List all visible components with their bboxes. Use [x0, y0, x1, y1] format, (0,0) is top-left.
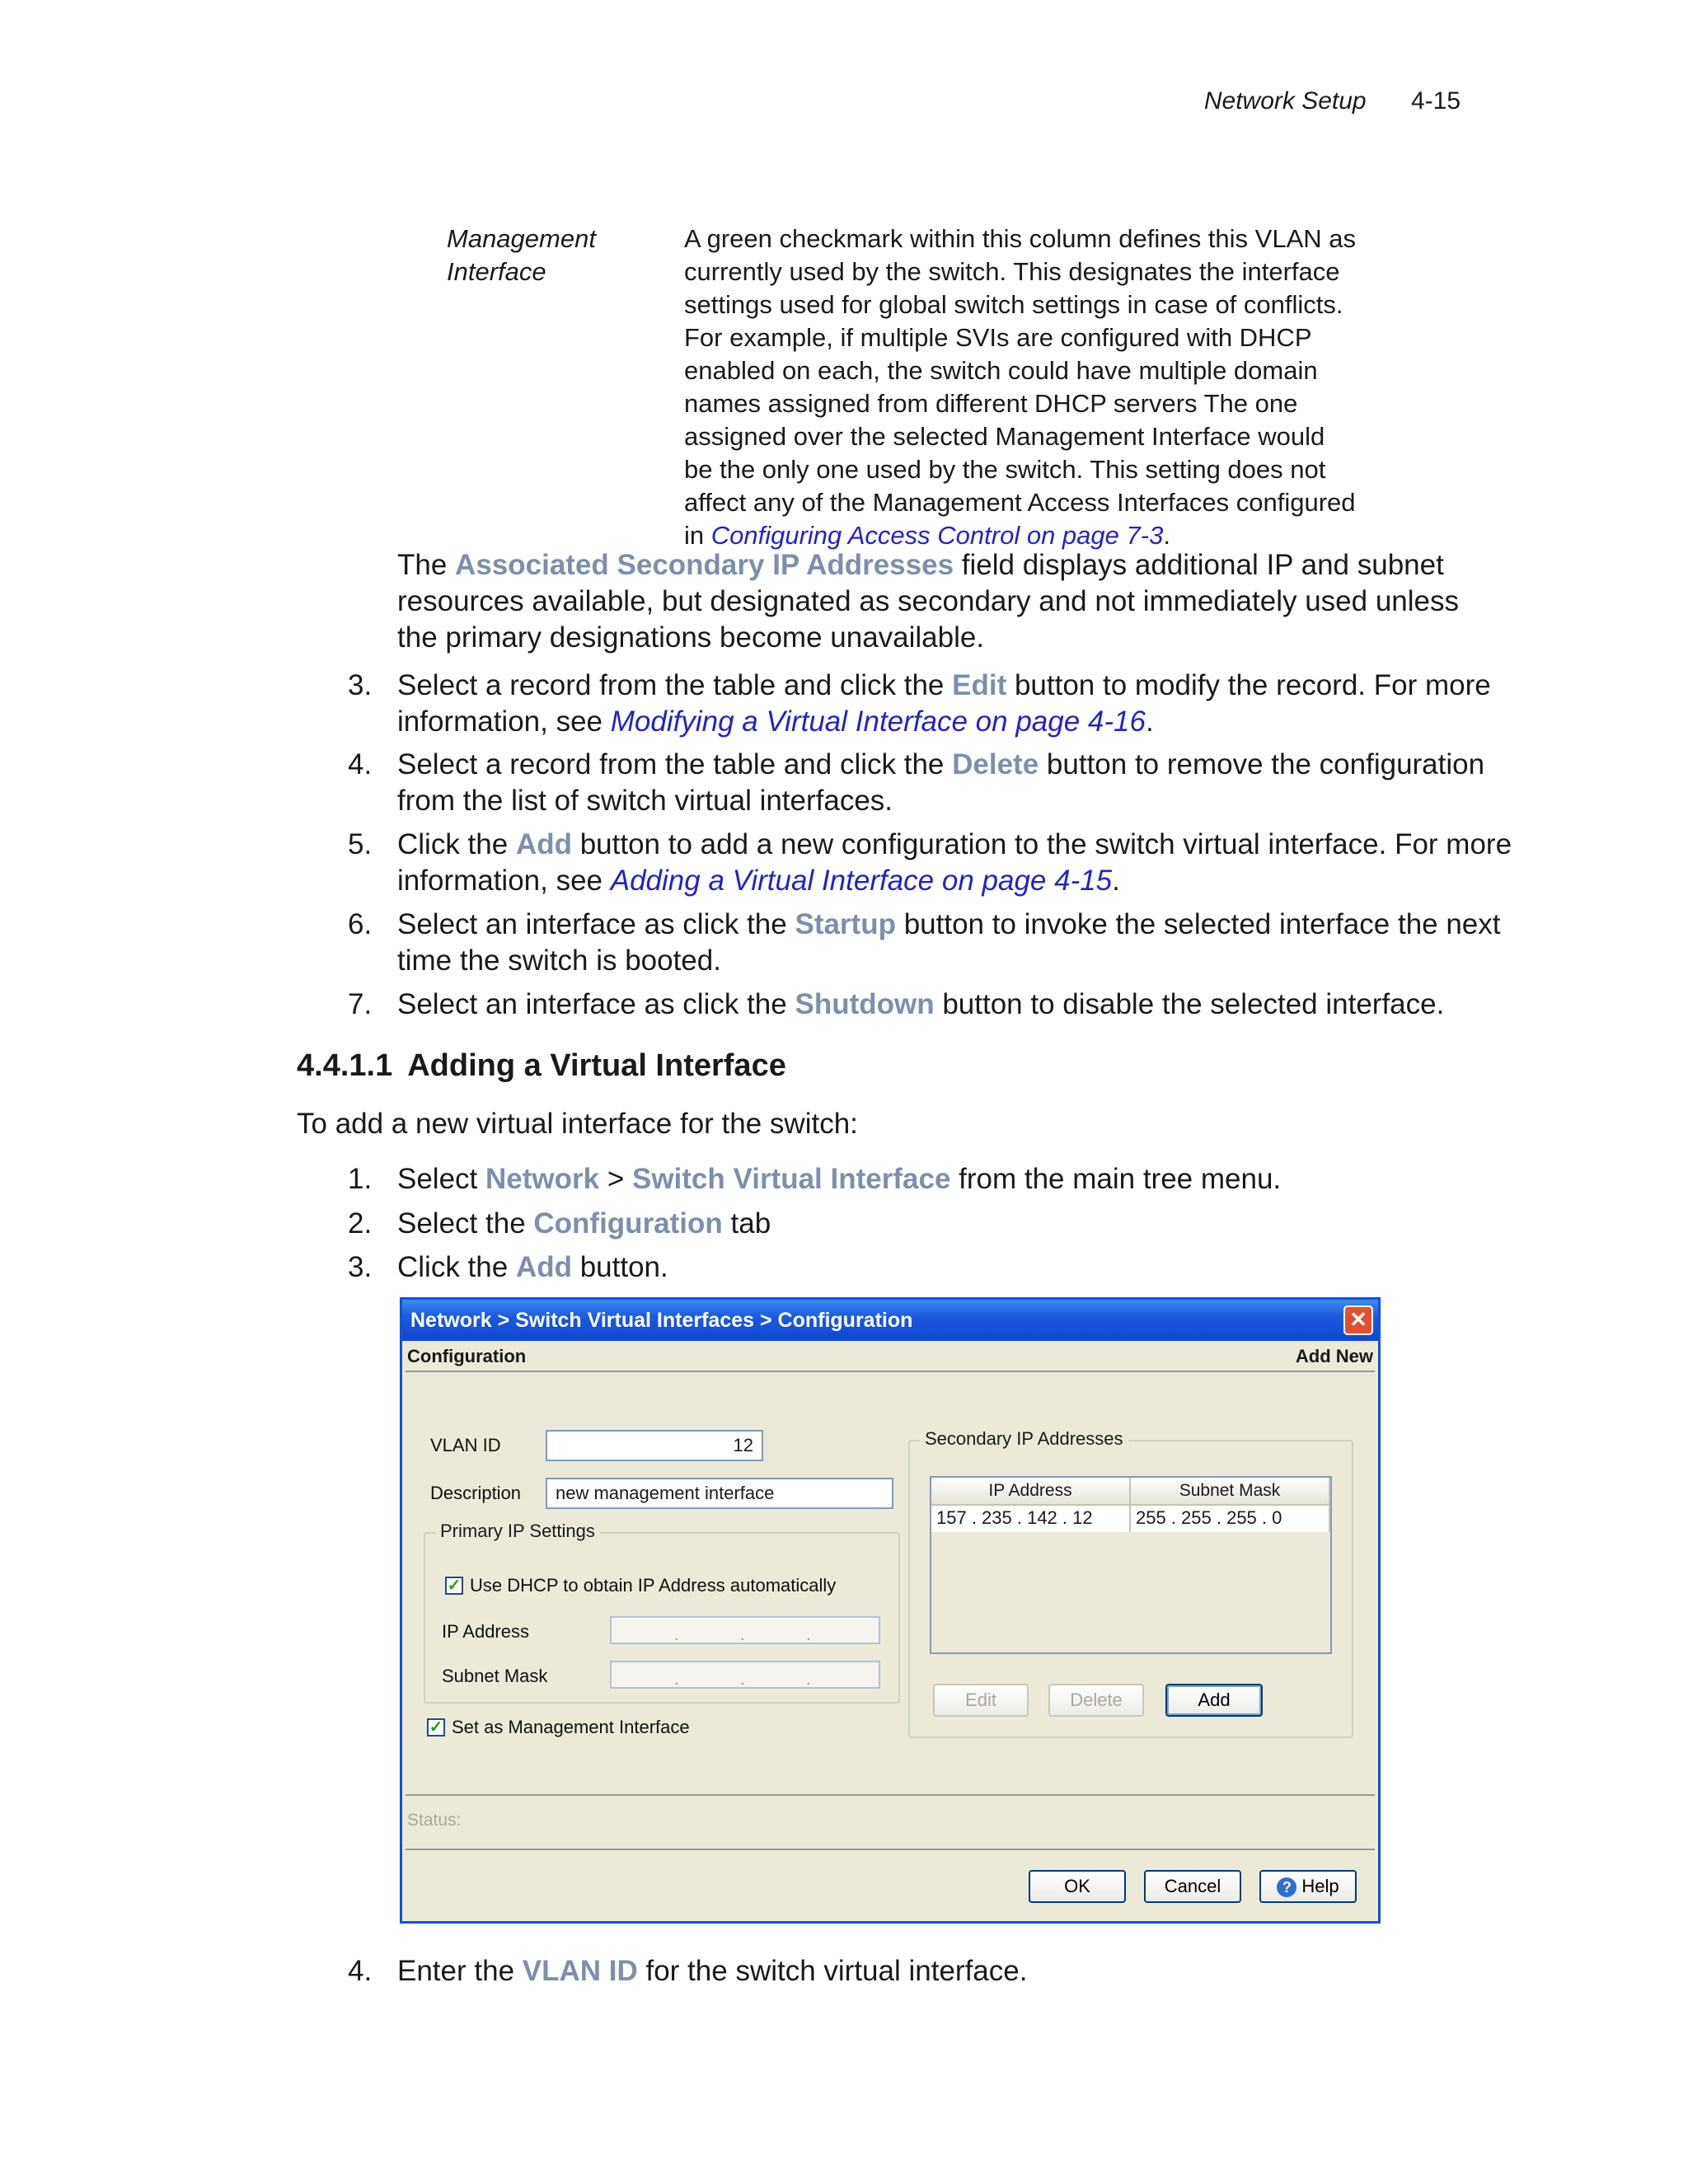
- dialog-title-bar: [402, 1300, 1378, 1341]
- help-button[interactable]: [1259, 1870, 1357, 1903]
- vlan-id-label: VLAN ID: [430, 1435, 501, 1455]
- step-text: Select a record from the table and click the Edit button to modify the record. For more information, see Modifying a Virtual Interface on page 4-16.: [397, 669, 1491, 738]
- step-number: 6.: [348, 908, 373, 940]
- ip-address-label: IP Address: [442, 1621, 529, 1642]
- definition-text: [684, 223, 1360, 552]
- step-text: Click the Add button.: [397, 1251, 668, 1283]
- step-text: Select an interface as click the Shutdown button to disable the selected interface.: [397, 988, 1445, 1020]
- delete-button[interactable]: Delete: [1048, 1684, 1144, 1717]
- header-section: Network Setup: [1203, 87, 1367, 115]
- help-label: Help: [1301, 1876, 1339, 1896]
- status-label: Status:: [407, 1811, 462, 1830]
- cancel-button[interactable]: Cancel: [1144, 1870, 1241, 1903]
- definition-term: Management Interface: [447, 224, 596, 286]
- description-label: Description: [430, 1483, 522, 1503]
- ok-button[interactable]: OK: [1029, 1870, 1126, 1903]
- heading-title: Adding a Virtual Interface: [407, 1048, 786, 1083]
- help-icon: ?: [1277, 1877, 1296, 1897]
- table-cell-ip[interactable]: 157 . 235 . 142 . 12: [931, 1506, 1131, 1532]
- management-checkbox[interactable]: ✓: [427, 1718, 445, 1736]
- definition-link[interactable]: Configuring Access Control on page 7-3: [710, 521, 1164, 550]
- add-button[interactable]: Add: [1165, 1684, 1263, 1717]
- management-label: Set as Management Interface: [452, 1717, 690, 1737]
- step-text: Select the Configuration tab: [397, 1207, 771, 1240]
- ip-address-field[interactable]: . . .: [610, 1616, 880, 1644]
- section-heading: [297, 1048, 786, 1084]
- config-label: Configuration: [407, 1346, 527, 1366]
- primary-ip-caption: Primary IP Settings: [435, 1521, 600, 1542]
- secondary-ip-paragraph: [397, 547, 1493, 656]
- para-text: field displays additional IP and subnet resources available, but designated as secondary and not immediately used unless the primary designations become unavailable.: [397, 549, 1459, 654]
- header-page-number: 4-15: [1410, 87, 1461, 115]
- step-number: 4.: [348, 748, 373, 780]
- step-number: 5.: [348, 828, 373, 860]
- step-text: Select a record from the table and click the Delete button to remove the configuration from the list of switch virtual interfaces.: [397, 748, 1485, 817]
- step-number: 3.: [348, 1251, 373, 1283]
- secondary-ip-caption: Secondary IP Addresses: [920, 1428, 1128, 1450]
- table-header-ip[interactable]: IP Address: [931, 1478, 1131, 1506]
- definition-tail: .: [1163, 521, 1170, 550]
- step-link[interactable]: Modifying a Virtual Interface on page 4-16: [610, 705, 1146, 738]
- definition-body: A green checkmark within this column defines this VLAN as currently used by the switch. This designates the interface settings used for global switch settings in case of conflicts. For example, if multiple SVIs are configured with DHCP enabled on each, the switch could have multiple domain names assigned from different DHCP servers The one assigned over the selected Management Interface would be the only one used by the switch. This setting does not affect any of the Management Access Interfaces configured in: [684, 224, 1356, 550]
- svi-configuration-dialog: [400, 1297, 1381, 1924]
- description-field[interactable]: new management interface: [546, 1478, 893, 1509]
- step-number: 7.: [348, 988, 373, 1020]
- step-number: 1.: [348, 1163, 373, 1195]
- dhcp-checkbox[interactable]: ✓: [445, 1577, 463, 1595]
- config-header: [406, 1344, 1375, 1372]
- add-new-label: Add New: [1295, 1346, 1373, 1366]
- para-keyword: Associated Secondary IP Addresses: [455, 549, 954, 581]
- step-text: Select Network > Switch Virtual Interface from the main tree menu.: [397, 1163, 1282, 1195]
- divider: [406, 1794, 1375, 1796]
- edit-button[interactable]: Edit: [933, 1684, 1029, 1717]
- dhcp-label: Use DHCP to obtain IP Address automatically: [470, 1575, 837, 1596]
- step-text: Click the Add button to add a new configuration to the switch virtual interface. For more information, see Adding a Virtual Interface on page 4-15.: [397, 828, 1512, 897]
- step-number: 2.: [348, 1207, 373, 1240]
- step-number: 3.: [348, 669, 373, 701]
- table-cell-mask[interactable]: 255 . 255 . 255 . 0: [1131, 1506, 1330, 1532]
- step-number: 4.: [348, 1955, 373, 1987]
- secondary-ip-table: [930, 1476, 1332, 1654]
- step-text: Select an interface as click the Startup button to invoke the selected interface the next time the switch is booted.: [397, 908, 1501, 977]
- heading-number: 4.4.1.1: [297, 1048, 393, 1083]
- step-text: Enter the VLAN ID for the switch virtual interface.: [397, 1955, 1028, 1987]
- running-header: [1204, 87, 1461, 115]
- vlan-id-field[interactable]: 12: [546, 1430, 763, 1461]
- para-text: The: [397, 549, 456, 581]
- subnet-mask-field[interactable]: . . .: [610, 1661, 880, 1689]
- close-icon[interactable]: ✕: [1343, 1305, 1373, 1335]
- intro-text: To add a new virtual interface for the switch:: [297, 1108, 858, 1140]
- step-link[interactable]: Adding a Virtual Interface on page 4-15: [610, 865, 1113, 897]
- table-header-mask[interactable]: Subnet Mask: [1131, 1478, 1330, 1506]
- dialog-title: Network > Switch Virtual Interfaces > Configuration: [410, 1309, 913, 1332]
- subnet-mask-label: Subnet Mask: [442, 1666, 548, 1686]
- divider: [406, 1849, 1375, 1850]
